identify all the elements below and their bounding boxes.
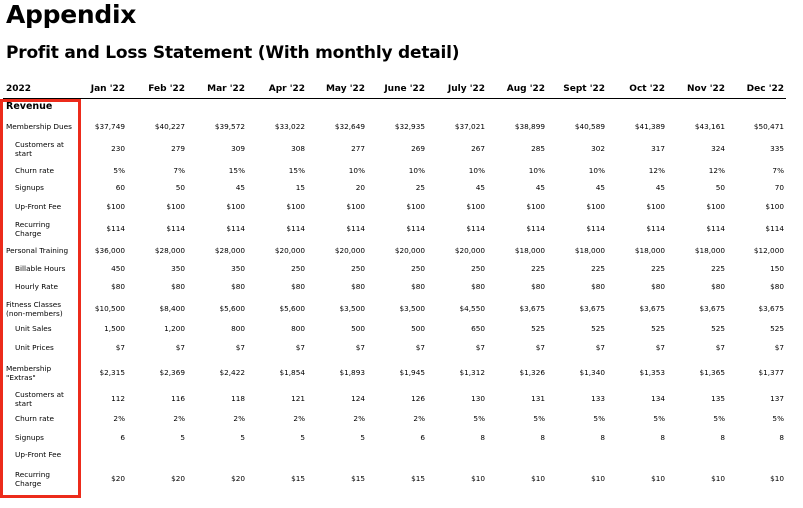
table-cell: 130	[471, 394, 485, 403]
table-cell: $114	[106, 224, 125, 233]
table-cell: $7	[115, 343, 125, 352]
table-cell: 112	[111, 394, 125, 403]
table-cell: 45	[535, 183, 545, 192]
table-cell: $20,000	[334, 246, 365, 255]
table-cell: $7	[774, 343, 784, 352]
table-cell: $2,369	[159, 368, 185, 377]
table-cell: $100	[706, 202, 725, 211]
table-cell: 7%	[772, 166, 784, 175]
table-cell: $114	[526, 224, 545, 233]
row-label-line: Charge	[15, 229, 42, 238]
table-cell: 60	[115, 183, 125, 192]
table-cell: 2%	[293, 414, 305, 423]
table-cell: 5%	[473, 414, 485, 423]
table-cell: $114	[406, 224, 425, 233]
table-cell: $3,675	[758, 304, 784, 313]
table-cell: 126	[411, 394, 425, 403]
table-cell: 131	[531, 394, 545, 403]
table-cell: 250	[351, 264, 365, 273]
table-cell: $20	[111, 474, 125, 483]
table-cell: 70	[774, 183, 784, 192]
table-header	[0, 80, 803, 98]
table-cell: $20	[171, 474, 185, 483]
row-label-line: Personal Training	[6, 246, 69, 255]
table-cell: 5%	[653, 414, 665, 423]
table-cell: $80	[231, 282, 245, 291]
table-cell: $40,589	[574, 122, 605, 131]
table-cell: $114	[586, 224, 605, 233]
table-cell: 2%	[173, 414, 185, 423]
table-cell: 250	[291, 264, 305, 273]
table-cell: 2%	[233, 414, 245, 423]
table-cell: $7	[295, 343, 305, 352]
table-cell: $100	[765, 202, 784, 211]
table-cell: 350	[171, 264, 185, 273]
month-header: Jan '22	[90, 84, 125, 94]
table-cell: $1,893	[339, 368, 365, 377]
table-cell: 124	[351, 394, 365, 403]
month-header: July '22	[447, 84, 485, 94]
table-cell: 45	[595, 183, 605, 192]
table-cell: 45	[475, 183, 485, 192]
table-cell: $18,000	[574, 246, 605, 255]
table-cell: $100	[106, 202, 125, 211]
page-title: Appendix	[6, 0, 137, 29]
table-cell: 15%	[288, 166, 305, 175]
table-cell: 15	[295, 183, 305, 192]
table-cell: $3,675	[699, 304, 725, 313]
table-cell: $32,935	[394, 122, 425, 131]
table-cell: 8	[480, 433, 485, 442]
table-cell: $114	[706, 224, 725, 233]
month-header: Apr '22	[268, 84, 305, 94]
table-cell: 267	[471, 144, 485, 153]
table-cell: $7	[355, 343, 365, 352]
table-cell: $7	[235, 343, 245, 352]
table-cell: $100	[226, 202, 245, 211]
table-cell: $7	[475, 343, 485, 352]
table-cell: 5%	[113, 166, 125, 175]
table-cell: $38,899	[514, 122, 545, 131]
table-cell: $1,377	[758, 368, 784, 377]
table-cell: $2,422	[219, 368, 245, 377]
table-cell: 5	[180, 433, 185, 442]
table-cell: $2,315	[99, 368, 125, 377]
table-cell: $10	[471, 474, 485, 483]
row-label-line: Recurring	[15, 220, 51, 229]
table-cell: 10%	[528, 166, 545, 175]
month-header: Dec '22	[746, 84, 784, 94]
table-cell: 5%	[772, 414, 784, 423]
table-cell: $5,600	[219, 304, 245, 313]
table-cell: 309	[231, 144, 245, 153]
table-cell: 225	[591, 264, 605, 273]
table-cell: 6	[120, 433, 125, 442]
table-cell: $50,471	[753, 122, 784, 131]
table-cell: 5	[240, 433, 245, 442]
table-cell: $28,000	[214, 246, 245, 255]
table-cell: $20,000	[454, 246, 485, 255]
table-cell: 10%	[588, 166, 605, 175]
table-cell: $3,675	[519, 304, 545, 313]
table-cell: $7	[175, 343, 185, 352]
table-cell: 45	[235, 183, 245, 192]
table-cell: $114	[346, 224, 365, 233]
table-cell: $10	[651, 474, 665, 483]
table-cell: $33,022	[274, 122, 305, 131]
table-cell: $8,400	[159, 304, 185, 313]
table-cell: 225	[531, 264, 545, 273]
table-cell: $100	[286, 202, 305, 211]
table-cell: $1,945	[399, 368, 425, 377]
table-cell: 500	[351, 324, 365, 333]
table-cell: 133	[591, 394, 605, 403]
table-cell: 500	[411, 324, 425, 333]
table-cell: 324	[711, 144, 725, 153]
table-cell: 225	[711, 264, 725, 273]
table-cell: 8	[540, 433, 545, 442]
table-cell: $4,550	[459, 304, 485, 313]
table-cell: 45	[655, 183, 665, 192]
table-cell: 50	[175, 183, 185, 192]
table-cell: $100	[406, 202, 425, 211]
row-labels-highlight-box	[0, 99, 81, 498]
table-cell: $100	[166, 202, 185, 211]
table-cell: $114	[466, 224, 485, 233]
table-cell: 277	[351, 144, 365, 153]
table-cell: $15	[351, 474, 365, 483]
table-cell: $114	[765, 224, 784, 233]
row-label-line: Customers at	[15, 390, 64, 399]
table-cell: 137	[770, 394, 784, 403]
table-cell: 525	[711, 324, 725, 333]
row-label-line: start	[15, 149, 32, 158]
table-cell: 135	[711, 394, 725, 403]
row-label-line: Hourly Rate	[15, 282, 58, 291]
table-cell: 350	[231, 264, 245, 273]
table-cell: 1,200	[164, 324, 185, 333]
table-cell: $10	[711, 474, 725, 483]
row-label-line: Churn rate	[15, 414, 54, 423]
table-cell: 285	[531, 144, 545, 153]
table-cell: $80	[411, 282, 425, 291]
month-header: June '22	[384, 84, 425, 94]
header-divider	[3, 98, 786, 99]
table-cell: $114	[226, 224, 245, 233]
month-header: Aug '22	[506, 84, 545, 94]
table-cell: $28,000	[154, 246, 185, 255]
table-cell: $1,326	[519, 368, 545, 377]
table-cell: $15	[291, 474, 305, 483]
table-cell: $3,675	[639, 304, 665, 313]
table-cell: $7	[415, 343, 425, 352]
row-label-line: Signups	[15, 433, 44, 442]
table-cell: 525	[770, 324, 784, 333]
table-cell: $1,353	[639, 368, 665, 377]
table-cell: $114	[166, 224, 185, 233]
table-cell: 5%	[713, 414, 725, 423]
table-cell: $32,649	[334, 122, 365, 131]
table-cell: $5,600	[279, 304, 305, 313]
table-cell: $41,389	[634, 122, 665, 131]
row-label-line: Unit Prices	[15, 343, 54, 352]
month-header: Oct '22	[629, 84, 665, 94]
month-header: Sept '22	[563, 84, 605, 94]
table-cell: 118	[231, 394, 245, 403]
table-cell: 134	[651, 394, 665, 403]
table-cell: $20,000	[274, 246, 305, 255]
table-cell: $7	[715, 343, 725, 352]
table-cell: 8	[600, 433, 605, 442]
table-cell: 12%	[648, 166, 665, 175]
table-cell: $39,572	[214, 122, 245, 131]
row-label-line: Fitness Classes	[6, 300, 62, 309]
table-cell: $100	[646, 202, 665, 211]
table-cell: 50	[715, 183, 725, 192]
row-label-line: Charge	[15, 479, 42, 488]
table-cell: $12,000	[753, 246, 784, 255]
table-cell: 8	[779, 433, 784, 442]
month-header: Nov '22	[687, 84, 725, 94]
table-cell: $100	[466, 202, 485, 211]
table-cell: $3,675	[579, 304, 605, 313]
table-cell: $1,312	[459, 368, 485, 377]
table-cell: 25	[415, 183, 425, 192]
table-cell: $3,500	[339, 304, 365, 313]
month-header: May '22	[325, 84, 365, 94]
table-cell: $18,000	[694, 246, 725, 255]
table-cell: $10	[591, 474, 605, 483]
table-cell: 302	[591, 144, 605, 153]
table-cell: $114	[286, 224, 305, 233]
table-cell: $20	[231, 474, 245, 483]
table-cell: $80	[770, 282, 784, 291]
table-cell: $80	[591, 282, 605, 291]
table-cell: 20	[355, 183, 365, 192]
month-header: Mar '22	[207, 84, 245, 94]
table-cell: 525	[531, 324, 545, 333]
row-label-line: Churn rate	[15, 166, 54, 175]
table-cell: $40,227	[154, 122, 185, 131]
year-header: 2022	[6, 84, 32, 94]
table-cell: $7	[595, 343, 605, 352]
table-cell: $18,000	[514, 246, 545, 255]
row-label-line: Up-Front Fee	[15, 202, 62, 211]
table-cell: $10	[531, 474, 545, 483]
table-cell: $10,500	[94, 304, 125, 313]
table-cell: 525	[651, 324, 665, 333]
table-cell: 116	[171, 394, 185, 403]
row-label-line: Recurring	[15, 470, 51, 479]
table-cell: 10%	[348, 166, 365, 175]
row-label-line: Revenue	[6, 101, 53, 112]
table-cell: $100	[586, 202, 605, 211]
table-cell: 225	[651, 264, 665, 273]
table-cell: 308	[291, 144, 305, 153]
table-cell: 8	[660, 433, 665, 442]
table-cell: $80	[171, 282, 185, 291]
table-cell: 15%	[228, 166, 245, 175]
table-cell: $15	[411, 474, 425, 483]
table-cell: $80	[711, 282, 725, 291]
table-cell: 250	[471, 264, 485, 273]
table-cell: $7	[655, 343, 665, 352]
table-cell: 2%	[353, 414, 365, 423]
table-cell: $100	[526, 202, 545, 211]
month-header: Feb '22	[148, 84, 185, 94]
table-cell: 10%	[468, 166, 485, 175]
table-cell: $3,500	[399, 304, 425, 313]
table-cell: $7	[535, 343, 545, 352]
table-cell: 12%	[708, 166, 725, 175]
table-cell: 335	[770, 144, 784, 153]
row-label-line: Billable Hours	[15, 264, 66, 273]
table-cell: 279	[171, 144, 185, 153]
table-cell: 5	[360, 433, 365, 442]
table-cell: $80	[531, 282, 545, 291]
table-cell: 2%	[413, 414, 425, 423]
table-cell: $37,021	[454, 122, 485, 131]
table-cell: $80	[651, 282, 665, 291]
table-cell: $36,000	[94, 246, 125, 255]
table-cell: 269	[411, 144, 425, 153]
table-cell: 7%	[173, 166, 185, 175]
row-label-line: "Extras"	[6, 373, 36, 382]
table-cell: 150	[770, 264, 784, 273]
table-cell: 450	[111, 264, 125, 273]
page-subtitle: Profit and Loss Statement (With monthly detail)	[6, 43, 460, 63]
row-label-line: Unit Sales	[15, 324, 52, 333]
row-label-line: Membership Dues	[6, 122, 72, 131]
table-cell: 5	[300, 433, 305, 442]
table-cell: $20,000	[394, 246, 425, 255]
row-label-line: Up-Front Fee	[15, 450, 62, 459]
table-cell: $80	[471, 282, 485, 291]
table-cell: 800	[231, 324, 245, 333]
table-cell: 2%	[113, 414, 125, 423]
table-cell: $43,161	[694, 122, 725, 131]
table-cell: $1,340	[579, 368, 605, 377]
table-cell: 250	[411, 264, 425, 273]
table-cell: 121	[291, 394, 305, 403]
table-cell: 525	[591, 324, 605, 333]
table-cell: $80	[291, 282, 305, 291]
table-cell: $114	[646, 224, 665, 233]
table-cell: $10	[770, 474, 784, 483]
table-cell: 8	[720, 433, 725, 442]
table-cell: $100	[346, 202, 365, 211]
row-label-line: Signups	[15, 183, 44, 192]
row-label-line: Customers at	[15, 140, 64, 149]
table-cell: 800	[291, 324, 305, 333]
table-cell: 317	[651, 144, 665, 153]
table-cell: 230	[111, 144, 125, 153]
table-cell: 5%	[593, 414, 605, 423]
table-cell: $37,749	[94, 122, 125, 131]
table-cell: 650	[471, 324, 485, 333]
table-cell: 6	[420, 433, 425, 442]
table-cell: $80	[111, 282, 125, 291]
table-cell: $1,365	[699, 368, 725, 377]
row-label-line: start	[15, 399, 32, 408]
table-cell: 5%	[533, 414, 545, 423]
table-cell: $1,854	[279, 368, 305, 377]
table-cell: 1,500	[104, 324, 125, 333]
table-cell: 10%	[408, 166, 425, 175]
table-cell: $80	[351, 282, 365, 291]
row-label-line: Membership	[6, 364, 52, 373]
row-label-line: (non-members)	[6, 309, 63, 318]
table-cell: $18,000	[634, 246, 665, 255]
